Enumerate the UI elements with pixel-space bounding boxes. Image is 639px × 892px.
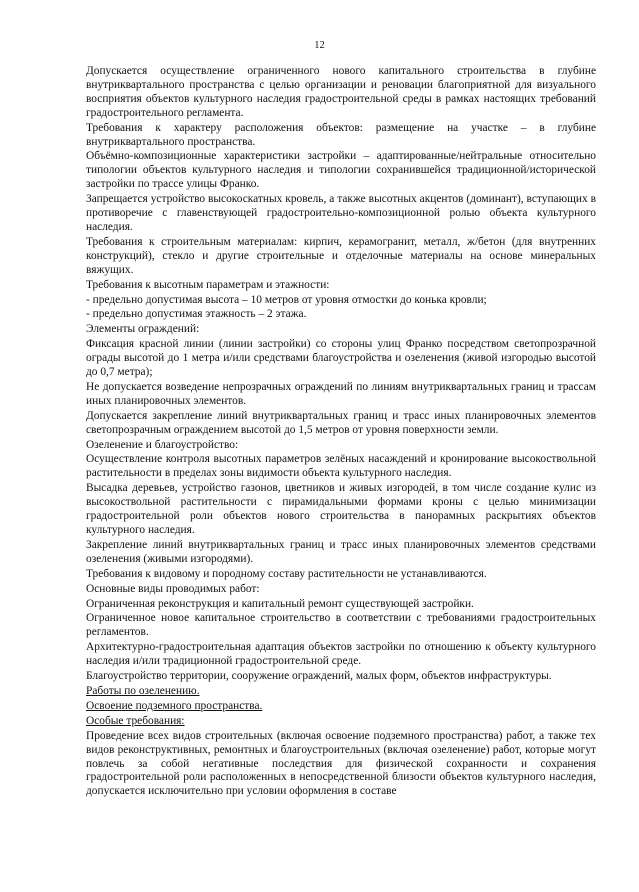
paragraph-text: Осуществление контроля высотных параметров зелёных насаждений и кронирование высокоствольной растительности в пределах зоны видимости объекта культурного наследия. bbox=[86, 453, 596, 480]
paragraph bbox=[86, 122, 596, 150]
paragraph bbox=[86, 308, 596, 322]
paragraph-text: Объёмно-композиционные характеристики застройки – адаптированные/нейтральные относительно типологии объектов культурного наследия и типологии сохранившейся традиционной/исторической застройки по трассе улицы Франко. bbox=[86, 150, 596, 191]
paragraph-text: Требования к строительным материалам: кирпич, керамогранит, металл, ж/бетон (для внутренних конструкций), стекло и другие строительные и отделочные материалы на основе минеральных вяжущих. bbox=[86, 235, 596, 276]
paragraph bbox=[86, 236, 596, 278]
paragraph bbox=[86, 598, 596, 612]
paragraph-text: Требования к видовому и породному составу растительности не устанавливаются. bbox=[86, 567, 487, 580]
paragraph bbox=[86, 150, 596, 192]
paragraph-text: Особые требования: bbox=[86, 714, 185, 727]
paragraph bbox=[86, 294, 596, 308]
paragraph-text: Благоустройство территории, сооружение ограждений, малых форм, объектов инфраструктуры. bbox=[86, 670, 552, 683]
paragraph bbox=[86, 279, 596, 293]
paragraph-text: Не допускается возведение непрозрачных ограждений по линиям внутриквартальных границ и трассам иных планировочных элементов. bbox=[86, 380, 596, 407]
page-number: 12 bbox=[314, 40, 325, 51]
paragraph bbox=[86, 410, 596, 438]
paragraph-text: Проведение всех видов строительных (включая освоение подземного пространства) работ, а также тех видов реконструктивных, ремонтных и благоустроительных (включая озеленение) работ, которые могут повлечь за собой негативные последствия для физической сохранности и сохранения градостроительной роли расположенных в непосредственной близости объектов культурного наследия, допускается исключительно при условии оформления в составе bbox=[86, 729, 596, 798]
paragraph bbox=[86, 641, 596, 669]
paragraph bbox=[86, 338, 596, 380]
paragraph bbox=[86, 381, 596, 409]
paragraph bbox=[86, 482, 596, 538]
paragraph-text: Элементы ограждений: bbox=[86, 323, 200, 336]
paragraph bbox=[86, 323, 596, 337]
paragraph bbox=[86, 568, 596, 582]
document-body bbox=[86, 64, 596, 799]
paragraph-text: Высадка деревьев, устройство газонов, цветников и живых изгородей, в том числе создание кулис из высокоствольной растительности с пирамидальными формами кроны с целью минимизации градостроительной роли объектов нового строительства в панорамных раскрытиях объектов культурного наследия. bbox=[86, 482, 596, 536]
paragraph-text: Запрещается устройство высокоскатных кровель, а также высотных акцентов (доминант), вступающих в противоречие с главенствующей градостроительно-композиционной ролью объекта культурного наследия. bbox=[86, 193, 596, 233]
paragraph bbox=[86, 583, 596, 597]
paragraph-text: Требования к характеру расположения объектов: размещение на участке – в глубине внутриквартального пространства. bbox=[86, 121, 596, 148]
paragraph-text: Допускается закрепление линий внутриквартальных границ и трасс иных планировочных элементов светопрозрачным ограждением высотой до 1,5 метров от уровня поверхности земли. bbox=[86, 409, 596, 436]
paragraph-text: - предельно допустимая высота – 10 метров от уровня отмостки до конька кровли; bbox=[86, 293, 487, 306]
paragraph bbox=[86, 670, 596, 684]
paragraph-text: Фиксация красной линии (линии застройки) со стороны улиц Франко посредством светопрозрачной ограды высотой до 1 метра и/или средствами благоустройства и озеленения (живой изгородью высотой до 0,7 метра); bbox=[86, 338, 596, 379]
paragraph bbox=[86, 453, 596, 481]
paragraph bbox=[86, 700, 596, 714]
paragraph-text: - предельно допустимая этажность – 2 этажа. bbox=[86, 308, 307, 321]
paragraph-text: Закрепление линий внутриквартальных границ и трасс иных планировочных элементов средствами озеленения (живыми изгородями). bbox=[86, 538, 596, 565]
paragraph-text: Архитектурно-градостроительная адаптация объектов застройки по отношению к объекту культурного наследия и/или традиционной градостроительной среде. bbox=[86, 641, 596, 668]
paragraph bbox=[86, 715, 596, 729]
paragraph bbox=[86, 439, 596, 453]
paragraph-text: Требования к высотным параметрам и этажности: bbox=[86, 278, 330, 291]
paragraph-text: Допускается осуществление ограниченного нового капитального строительства в глубине внутриквартального пространства с целью организации и реновации благоприятной для визуального восприятия объектов культурного наследия градостроительной среды в рамках настоящих требований градостроительного регламента. bbox=[86, 65, 596, 119]
paragraph bbox=[86, 65, 596, 121]
paragraph-text: Освоение подземного пространства. bbox=[86, 699, 263, 712]
paragraph-text: Ограниченная реконструкция и капитальный ремонт существующей застройки. bbox=[86, 597, 474, 610]
paragraph-text: Ограниченное новое капитальное строительство в соответствии с требованиями градостроительных регламентов. bbox=[86, 612, 596, 639]
paragraph bbox=[86, 730, 596, 800]
paragraph-text: Основные виды проводимых работ: bbox=[86, 582, 260, 595]
paragraph bbox=[86, 612, 596, 640]
paragraph bbox=[86, 685, 596, 699]
paragraph bbox=[86, 539, 596, 567]
paragraph-text: Работы по озеленению. bbox=[86, 684, 200, 697]
paragraph bbox=[86, 193, 596, 235]
paragraph-text: Озеленение и благоустройство: bbox=[86, 438, 239, 451]
